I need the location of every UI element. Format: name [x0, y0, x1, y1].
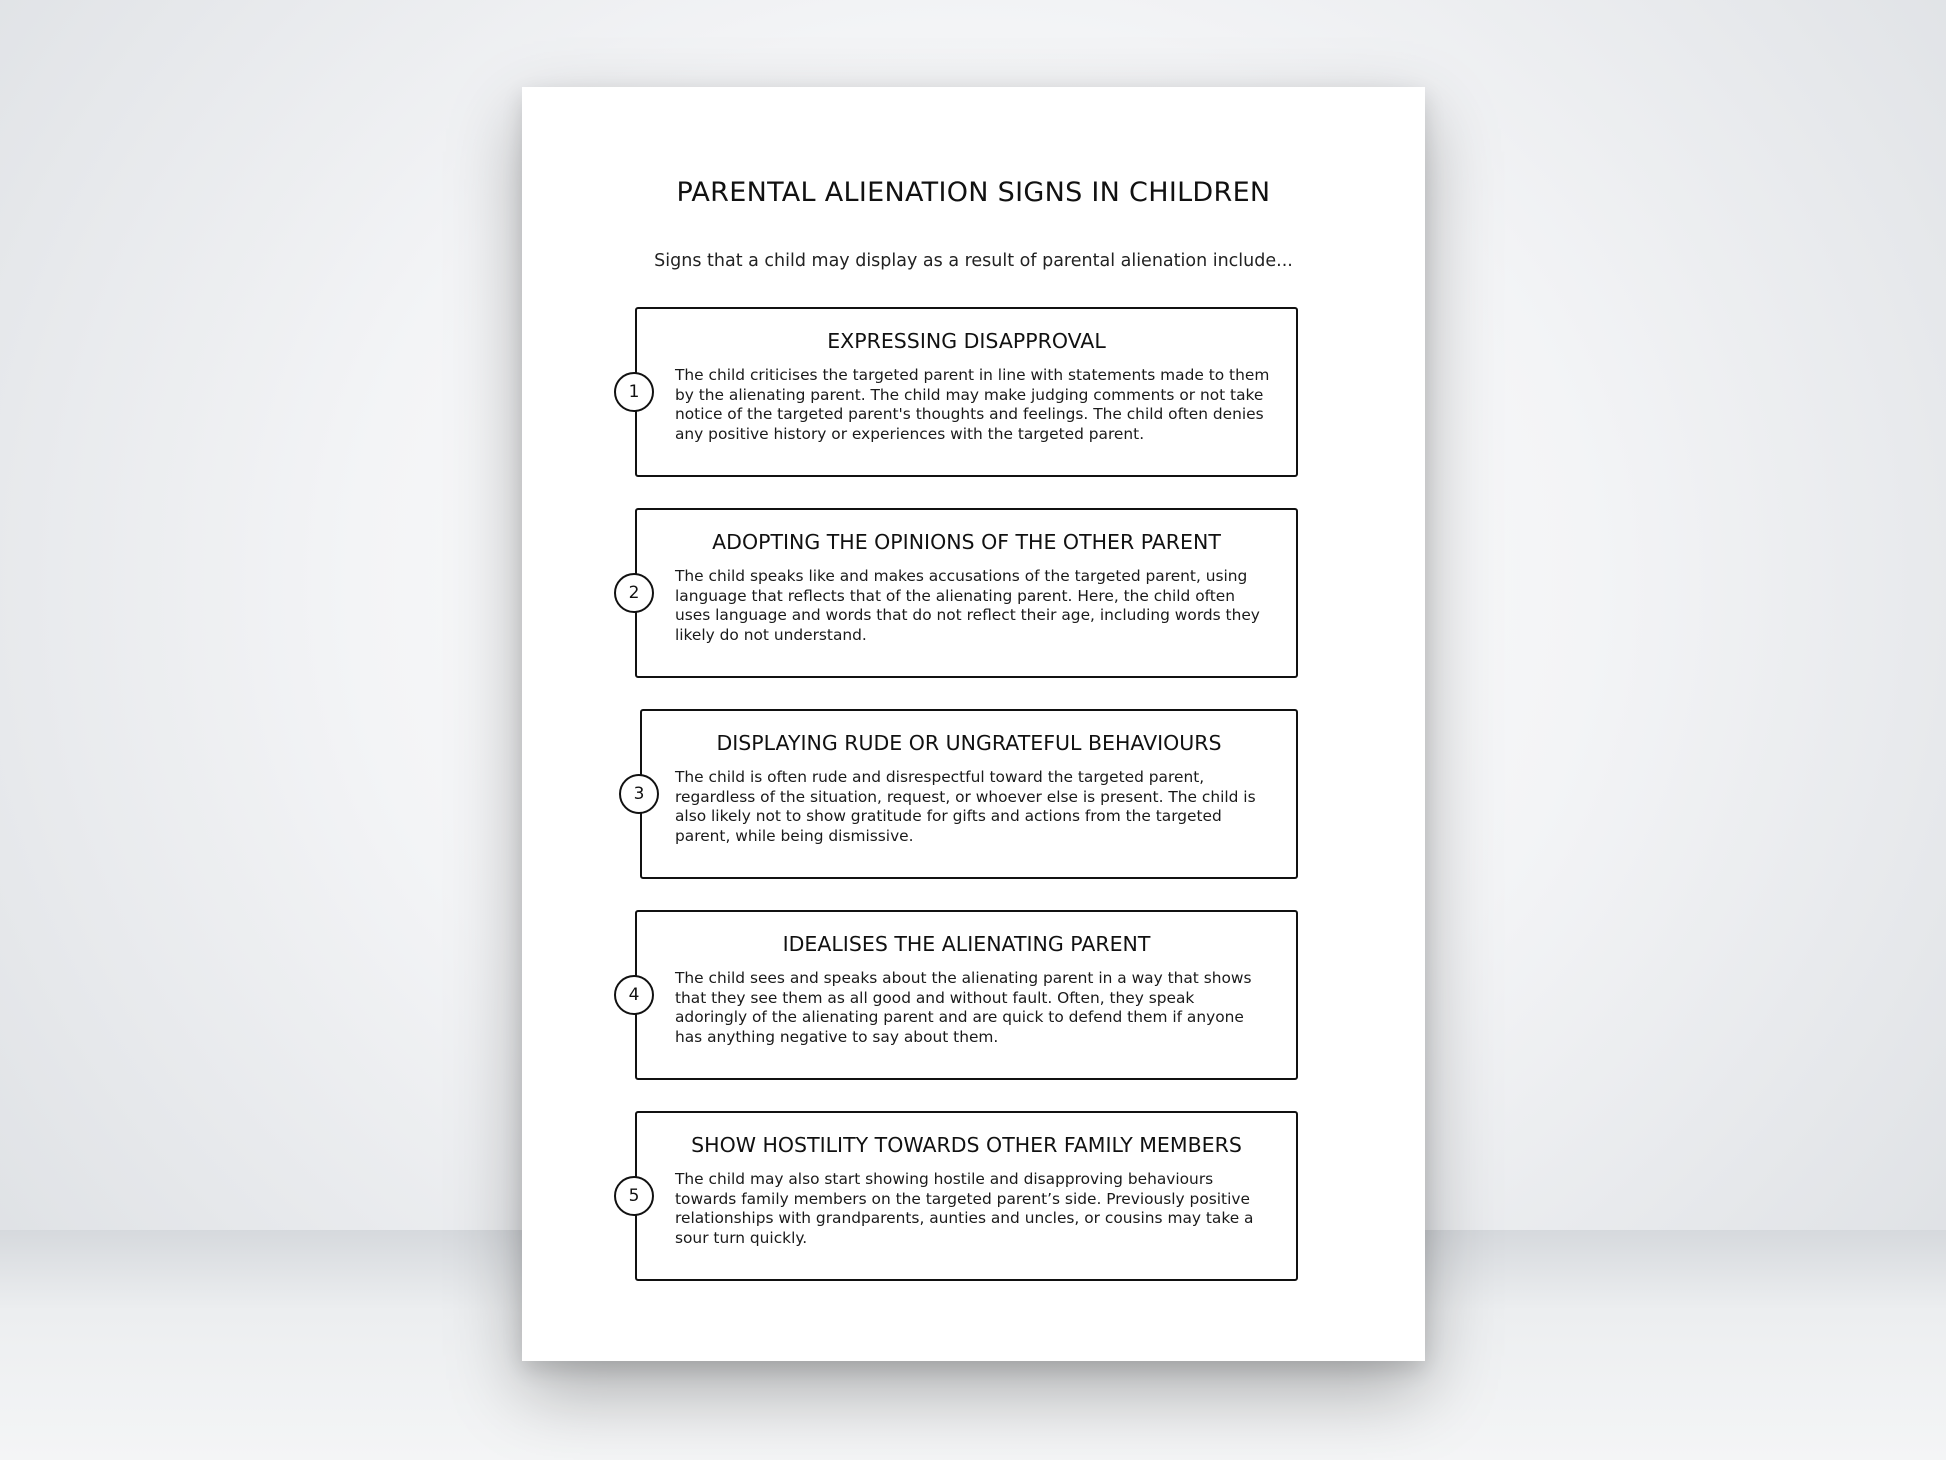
- number-badge: 5: [614, 1176, 654, 1216]
- sign-description: The child speaks like and makes accusations of the targeted parent, using language that reflects that of the alienating parent. Here, the child often uses language and words that do not reflect their age, including words they likely do not understand.: [675, 567, 1260, 644]
- intro-text: Signs that a child may display as a result of parental alienation include...: [654, 251, 1293, 271]
- sign-card-4: [628, 910, 1298, 1080]
- number-badge: 1: [614, 372, 654, 412]
- number-badge: 3: [619, 774, 659, 814]
- sign-heading: ADOPTING THE OPINIONS OF THE OTHER PARENT: [712, 530, 1221, 554]
- sign-card-1: [628, 307, 1298, 477]
- number-badge: 4: [614, 975, 654, 1015]
- sign-description: The child sees and speaks about the alienating parent in a way that shows that they see them as all good and without fault. Often, they speak adoringly of the alienating parent and are quick to defend them if anyone has anything negative to say about them.: [675, 969, 1252, 1046]
- sign-heading: SHOW HOSTILITY TOWARDS OTHER FAMILY MEMBERS: [691, 1133, 1242, 1157]
- page-title: PARENTAL ALIENATION SIGNS IN CHILDREN: [676, 177, 1271, 208]
- sign-heading: DISPLAYING RUDE OR UNGRATEFUL BEHAVIOURS: [716, 731, 1222, 755]
- sign-heading: IDEALISES THE ALIENATING PARENT: [782, 932, 1151, 956]
- sign-description: The child may also start showing hostile and disapproving behaviours towards family members on the targeted parent’s side. Previously positive relationships with grandparents, aunties and uncles, or cousins may take a sour turn quickly.: [675, 1170, 1254, 1247]
- number-badge: 2: [614, 573, 654, 613]
- sign-card-3: [633, 709, 1298, 879]
- sign-description: The child criticises the targeted parent in line with statements made to them by the alienating parent. The child may make judging comments or not take notice of the targeted parent's thoughts and feelings. The child often denies any positive history or experiences with the targeted parent.: [675, 366, 1270, 443]
- sign-description: The child is often rude and disrespectful toward the targeted parent, regardless of the situation, request, or whoever else is present. The child is also likely not to show gratitude for gifts and actions from the targeted parent, while being dismissive.: [675, 768, 1256, 845]
- document-page: [522, 87, 1425, 1361]
- sign-heading: EXPRESSING DISAPPROVAL: [827, 329, 1106, 353]
- sign-card-5: [628, 1111, 1298, 1281]
- sign-card-2: [628, 508, 1298, 678]
